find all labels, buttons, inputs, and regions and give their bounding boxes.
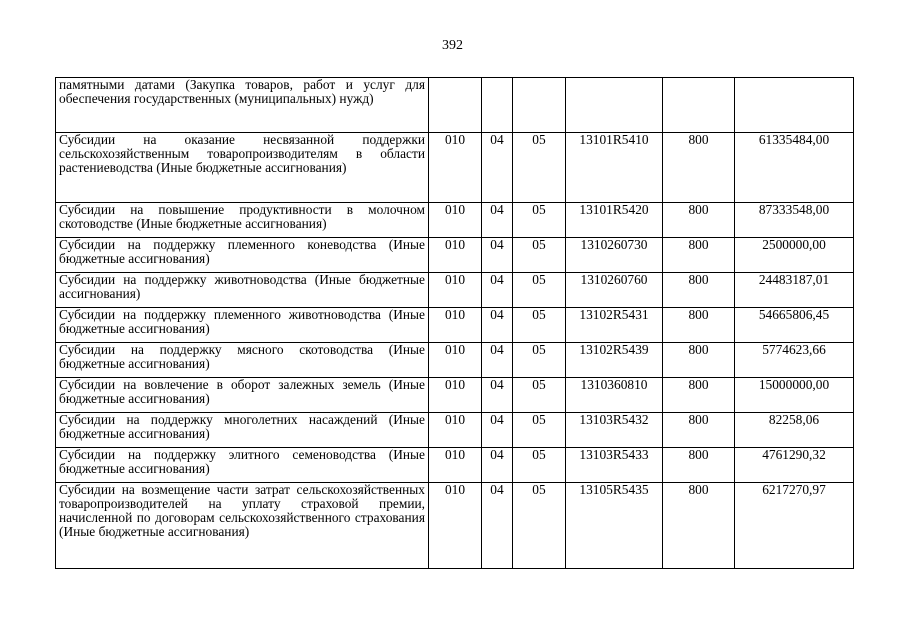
row-expense-type: 800 bbox=[663, 308, 735, 343]
row-sub-item: 05 bbox=[513, 203, 566, 238]
row-sub-item: 05 bbox=[513, 238, 566, 273]
row-amount: 5774623,66 bbox=[735, 343, 854, 378]
table-row bbox=[56, 203, 854, 238]
row-subsection: 04 bbox=[482, 483, 513, 569]
table-row bbox=[56, 483, 854, 569]
row-subsection: 04 bbox=[482, 273, 513, 308]
row-expense-type: 800 bbox=[663, 483, 735, 569]
row-target-article: 13102R5431 bbox=[566, 308, 663, 343]
row-target-article: 13102R5439 bbox=[566, 343, 663, 378]
row-target-article: 13105R5435 bbox=[566, 483, 663, 569]
row-section: 010 bbox=[429, 413, 482, 448]
row-section: 010 bbox=[429, 483, 482, 569]
row-section: 010 bbox=[429, 203, 482, 238]
row-section bbox=[429, 78, 482, 133]
row-sub-item: 05 bbox=[513, 448, 566, 483]
table-row bbox=[56, 413, 854, 448]
budget-table bbox=[55, 77, 854, 569]
row-sub-item: 05 bbox=[513, 273, 566, 308]
row-amount: 24483187,01 bbox=[735, 273, 854, 308]
row-expense-type: 800 bbox=[663, 238, 735, 273]
row-description: Субсидии на повышение продуктивности в молочном скотоводстве (Иные бюджетные ассигнования) bbox=[56, 203, 429, 238]
row-expense-type: 800 bbox=[663, 343, 735, 378]
row-subsection: 04 bbox=[482, 378, 513, 413]
row-description: Субсидии на поддержку племенного коневодства (Иные бюджетные ассигнования) bbox=[56, 238, 429, 273]
page-number: 392 bbox=[442, 38, 463, 53]
row-description: Субсидии на поддержку элитного семеноводства (Иные бюджетные ассигнования) bbox=[56, 448, 429, 483]
row-expense-type: 800 bbox=[663, 273, 735, 308]
table-row bbox=[56, 343, 854, 378]
row-target-article: 13103R5432 bbox=[566, 413, 663, 448]
row-subsection: 04 bbox=[482, 448, 513, 483]
row-target-article: 13101R5420 bbox=[566, 203, 663, 238]
row-target-article bbox=[566, 78, 663, 133]
row-amount: 6217270,97 bbox=[735, 483, 854, 569]
row-description: памятными датами (Закупка товаров, работ и услуг для обеспечения государственных (муниципальных) нужд) bbox=[56, 78, 429, 133]
row-section: 010 bbox=[429, 378, 482, 413]
table-row bbox=[56, 273, 854, 308]
row-subsection: 04 bbox=[482, 203, 513, 238]
row-expense-type: 800 bbox=[663, 203, 735, 238]
row-amount: 4761290,32 bbox=[735, 448, 854, 483]
row-expense-type bbox=[663, 78, 735, 133]
row-section: 010 bbox=[429, 448, 482, 483]
row-amount: 87333548,00 bbox=[735, 203, 854, 238]
row-description: Субсидии на поддержку племенного животноводства (Иные бюджетные ассигнования) bbox=[56, 308, 429, 343]
row-subsection: 04 bbox=[482, 343, 513, 378]
row-sub-item bbox=[513, 78, 566, 133]
row-sub-item: 05 bbox=[513, 133, 566, 203]
table-row bbox=[56, 378, 854, 413]
row-amount: 61335484,00 bbox=[735, 133, 854, 203]
row-description: Субсидии на возмещение части затрат сельскохозяйственных товаропроизводителей на уплату страховой премии, начисленной по договорам сельскохозяйственного страхования (Иные бюджетные ассигнования) bbox=[56, 483, 429, 569]
row-description: Субсидии на поддержку многолетних насаждений (Иные бюджетные ассигнования) bbox=[56, 413, 429, 448]
row-target-article: 1310360810 bbox=[566, 378, 663, 413]
row-target-article: 1310260760 bbox=[566, 273, 663, 308]
row-target-article: 13103R5433 bbox=[566, 448, 663, 483]
row-target-article: 1310260730 bbox=[566, 238, 663, 273]
table-row bbox=[56, 78, 854, 133]
row-sub-item: 05 bbox=[513, 343, 566, 378]
table-row bbox=[56, 238, 854, 273]
row-subsection: 04 bbox=[482, 133, 513, 203]
table-row bbox=[56, 133, 854, 203]
row-section: 010 bbox=[429, 133, 482, 203]
row-expense-type: 800 bbox=[663, 133, 735, 203]
row-section: 010 bbox=[429, 308, 482, 343]
row-subsection: 04 bbox=[482, 308, 513, 343]
row-amount: 15000000,00 bbox=[735, 378, 854, 413]
row-description: Субсидии на поддержку животноводства (Иные бюджетные ассигнования) bbox=[56, 273, 429, 308]
row-expense-type: 800 bbox=[663, 413, 735, 448]
row-description: Субсидии на вовлечение в оборот залежных земель (Иные бюджетные ассигнования) bbox=[56, 378, 429, 413]
row-section: 010 bbox=[429, 238, 482, 273]
row-amount: 2500000,00 bbox=[735, 238, 854, 273]
row-subsection: 04 bbox=[482, 238, 513, 273]
row-sub-item: 05 bbox=[513, 308, 566, 343]
row-sub-item: 05 bbox=[513, 378, 566, 413]
row-sub-item: 05 bbox=[513, 413, 566, 448]
row-expense-type: 800 bbox=[663, 448, 735, 483]
row-amount: 54665806,45 bbox=[735, 308, 854, 343]
table-row bbox=[56, 448, 854, 483]
row-section: 010 bbox=[429, 273, 482, 308]
row-description: Субсидии на оказание несвязанной поддержки сельскохозяйственным товаропроизводителям в области растениеводства (Иные бюджетные ассигнования) bbox=[56, 133, 429, 203]
row-amount bbox=[735, 78, 854, 133]
row-subsection: 04 bbox=[482, 413, 513, 448]
row-description: Субсидии на поддержку мясного скотоводства (Иные бюджетные ассигнования) bbox=[56, 343, 429, 378]
row-amount: 82258,06 bbox=[735, 413, 854, 448]
row-target-article: 13101R5410 bbox=[566, 133, 663, 203]
row-sub-item: 05 bbox=[513, 483, 566, 569]
row-subsection bbox=[482, 78, 513, 133]
table-row bbox=[56, 308, 854, 343]
row-section: 010 bbox=[429, 343, 482, 378]
row-expense-type: 800 bbox=[663, 378, 735, 413]
